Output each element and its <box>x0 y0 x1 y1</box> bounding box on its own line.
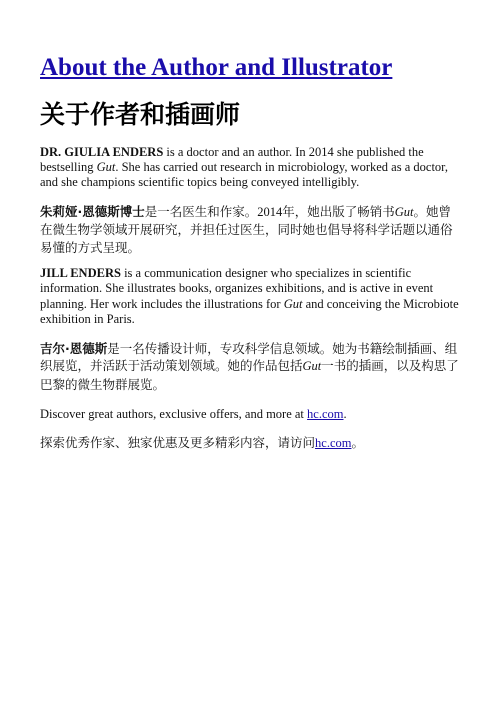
discover-text-chinese: 探索优秀作家、独家优惠及更多精彩内容，请访问 <box>40 434 316 450</box>
discover-end-english: . <box>343 407 347 422</box>
giulia-cn-year: 2014 <box>257 204 283 219</box>
giulia-name-chinese: 朱莉娅·恩德斯博士 <box>40 203 145 219</box>
giulia-cn-book-title: Gut <box>394 204 414 219</box>
jill-bio-english <box>40 266 462 327</box>
jill-cn-book-title: Gut <box>302 359 322 374</box>
giulia-cn-text-2: 年，她出版了畅销书 <box>282 203 395 219</box>
jill-bio-text-2: and conceiving the Microbiote exhibition in Paris. <box>40 296 459 326</box>
discover-end-chinese: 。 <box>351 434 364 450</box>
giulia-bio-english <box>40 145 462 191</box>
discover-english <box>40 407 462 422</box>
jill-bio-text-1: is a communication designer who specializes in scientific information. She illustrates books, organizes exhibitions, and is active in event planning. Her work includes the illustrations for <box>40 266 434 311</box>
giulia-bio-text-2: . She has carried out research in microbiology, worked as a doctor, and she champions scientific topics being conveyed intelligibly. <box>40 160 448 190</box>
page-title-chinese: 关于作者和插画师 <box>40 100 241 129</box>
hc-link-english[interactable]: hc.com <box>307 407 344 422</box>
title-link[interactable]: About the Author and Illustrator <box>40 54 393 81</box>
giulia-bio-text-1: is a doctor and an author. In 2014 she published the bestselling <box>40 145 424 175</box>
giulia-cn-text-3: 。她曾在微生物学领域开展研究，并担任过医生，同时她也倡导将科学话题以通俗易懂的方式呈现。 <box>40 203 453 255</box>
jill-name-english: JILL ENDERS <box>40 266 121 281</box>
page-title <box>40 52 462 84</box>
jill-bio-chinese <box>40 340 462 394</box>
discover-text-english: Discover great authors, exclusive offers, and more at <box>40 407 308 422</box>
giulia-name-english: DR. GIULIA ENDERS <box>40 145 164 159</box>
giulia-cn-text-1: 是一名医生和作家。 <box>144 203 258 219</box>
jill-cn-text-2: 一书的插画，以及构思了巴黎的微生物群展览。 <box>40 358 459 392</box>
jill-book-title: Gut <box>283 296 303 311</box>
discover-chinese <box>40 434 462 453</box>
jill-cn-text-1: 是一名传播设计师，专攻科学信息领域。她为书籍绘制插画、组织展览，并活跃于活动策划领域。她的作品包括 <box>40 340 458 374</box>
content-column <box>40 52 462 452</box>
jill-name-chinese: 吉尔·恩德斯 <box>40 340 108 356</box>
giulia-book-title: Gut <box>96 160 116 175</box>
hc-link-chinese[interactable]: hc.com <box>315 435 352 450</box>
giulia-bio-chinese <box>40 203 462 257</box>
